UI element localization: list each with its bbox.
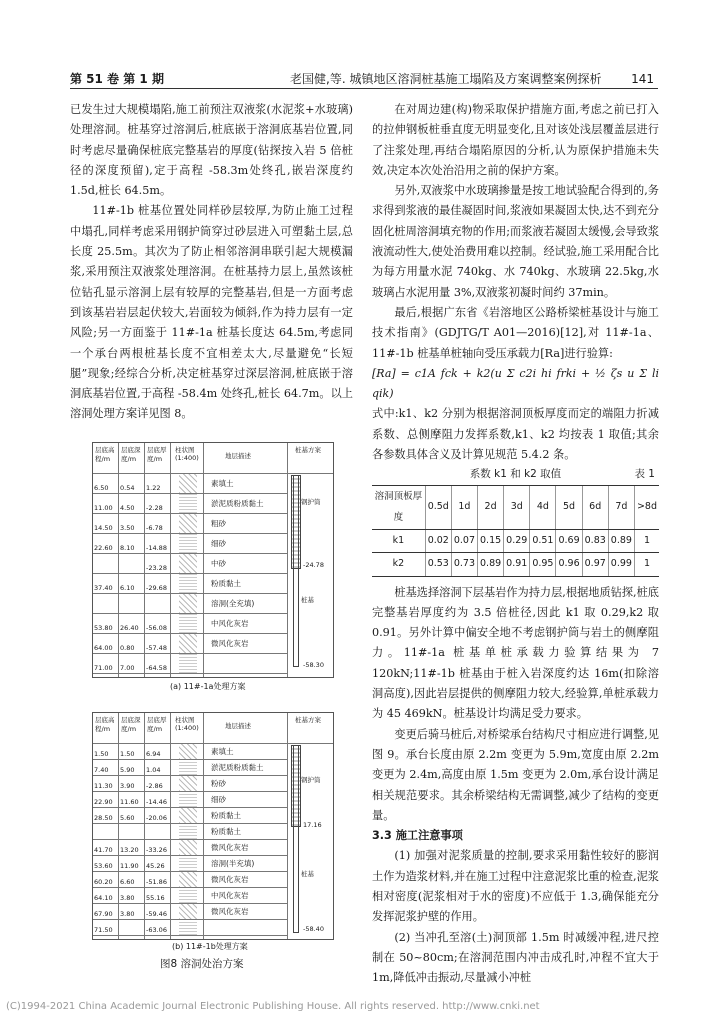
- stratum-column: [179, 904, 197, 919]
- log-value-d: 0.80: [120, 644, 135, 652]
- right-paragraph-4: 式中:k1、k2 分别为根据溶洞顶板厚度而定的端阻力折减系数、总侧摩阻力发挥系数,k1、k2 均按表 1 取值;其余各参数具体含义及计算见规范 5.4.2 条。: [372, 407, 659, 462]
- log-value-d: 3.90: [120, 782, 135, 790]
- log-value-e: 41.70: [94, 846, 113, 854]
- log-value-e: 28.50: [94, 814, 113, 822]
- log-value-t: -29.68: [146, 584, 167, 592]
- stratum-name: 溶洞(半充填): [211, 859, 255, 868]
- copyright-footer: (C)1994-2021 China Academic Journal Electronic Publishing House. All rights reserved. http://www.cnki.net: [6, 1001, 540, 1012]
- log-value-e: 71.50: [94, 926, 113, 934]
- table-header-cell: 1d: [451, 486, 477, 530]
- article-title: 老国健,等. 城镇地区溶洞桩基施工塌陷及方案调整案例探析: [290, 72, 602, 86]
- stratum-name: 微风化灰岩: [211, 843, 249, 852]
- table-cell: 0.89: [478, 553, 504, 576]
- log-value-e: 71.00: [94, 664, 113, 672]
- stratum-column: [179, 534, 197, 553]
- pile-graphic-b: [293, 745, 299, 933]
- elevation-mark-b-1: 17.16: [303, 821, 322, 829]
- subcaption-b: (b) 11#-1b处理方案: [172, 942, 248, 951]
- left-paragraph-1: 已发生过大规模塌陷,施工前预注双液浆(水泥浆+水玻璃)处理溶洞。桩基穿过溶洞后,桩底嵌于溶洞底基岩位置,同时考虑尽量确保桩底完整基岩的厚度(钻探按入岩 5 倍桩径的深度预留),定于高程 -58.3m处终孔,嵌岩深度约 1.5d,桩长 64.5m。: [70, 103, 353, 198]
- table-1-title: 系数 k1 和 k2 取值: [469, 468, 562, 481]
- scheme-label-casing-b: 钢护筒: [301, 776, 321, 784]
- stratum-name: 素填土: [211, 479, 234, 488]
- table-header-cell: 5d: [556, 486, 582, 530]
- table-cell: 0.83: [582, 529, 608, 552]
- stratum-column: [179, 654, 197, 673]
- table-cell: 0.99: [608, 553, 634, 576]
- log-value-t: -59.46: [146, 910, 167, 918]
- log-value-t: -14.88: [146, 544, 167, 552]
- log-value-e: 22.60: [94, 544, 113, 552]
- stratum-column: [179, 792, 197, 807]
- elevation-mark-a-2: -58.30: [303, 661, 324, 669]
- log-value-t: 45.26: [146, 862, 165, 870]
- stratum-name: 微风化灰岩: [211, 639, 249, 648]
- log-value-d: 8.10: [120, 544, 135, 552]
- log-value-t: 1.04: [146, 766, 161, 774]
- stratum-column: [179, 776, 197, 791]
- stratum-column: [179, 824, 197, 839]
- scheme-label-pile-b: 桩基: [301, 870, 314, 878]
- table-cell: 0.53: [425, 553, 451, 576]
- log-value-t: -57.48: [146, 644, 167, 652]
- table-header-cell: >8d: [634, 486, 659, 530]
- elevation-mark-a-1: -24.78: [303, 561, 324, 569]
- stratum-name: 细砂: [211, 795, 226, 804]
- table-cell: 0.73: [451, 553, 477, 576]
- log-value-e: 60.20: [94, 878, 113, 886]
- stratum-column: [179, 856, 197, 871]
- log-value-e: 64.00: [94, 644, 113, 652]
- stratum-column: [179, 888, 197, 903]
- elevation-mark-b-2: -58.40: [303, 925, 324, 933]
- table-cell: 0.95: [530, 553, 556, 576]
- table-header-cell: 3d: [504, 486, 530, 530]
- log-value-d: 6.10: [120, 584, 135, 592]
- stratum-name: 粉质黏土: [211, 811, 241, 820]
- page-number: 141: [631, 72, 654, 86]
- issue-label: 第 51 卷 第 1 期: [70, 72, 164, 86]
- right-paragraph-6: 变更后骑马桩后,对桥梁承台结构尺寸相应进行调整,见图 9。承台长度由原 2.2m 变更为 5.9m,宽度由原 2.2m 变更为 2.4m,高度由原 1.5m 变更为 2.0m,承台设计满足相关规范要求。其余桥梁结构无需调整,减少了结构的变更量。: [372, 727, 659, 822]
- log-value-t: 1.22: [146, 484, 161, 492]
- log-value-t: -56.08: [146, 624, 167, 632]
- stratum-column: [179, 744, 197, 759]
- col-header-elevation-b: 层底高程/m: [95, 716, 115, 733]
- log-value-e: 7.40: [94, 766, 109, 774]
- pile-graphic-a: [293, 475, 299, 667]
- log-value-t: 6.94: [146, 750, 161, 758]
- stratum-name: 粉质黏土: [211, 827, 241, 836]
- running-header: [70, 66, 658, 89]
- stratum-name: 粗砂: [211, 519, 226, 528]
- table-header-cell: 0.5d: [425, 486, 451, 530]
- log-value-d: 5.60: [120, 814, 135, 822]
- col-header-thickness: 层底厚度/m: [147, 446, 167, 463]
- stratum-column: [179, 574, 197, 593]
- figure-caption: 图8 溶洞处治方案: [160, 958, 244, 970]
- table-header-cell: 4d: [530, 486, 556, 530]
- log-value-d: 4.50: [120, 504, 135, 512]
- log-value-d: 13.20: [120, 846, 139, 854]
- stratum-name: 粉砂: [211, 779, 226, 788]
- borehole-log-a: [92, 442, 334, 678]
- stratum-column: [179, 760, 197, 775]
- stratum-column: [179, 808, 197, 823]
- table-cell: 0.89: [608, 529, 634, 552]
- stratum-column: [179, 554, 197, 573]
- subcaption-a: (a) 11#-1a处理方案: [170, 682, 246, 691]
- scheme-label-casing-a: 钢护筒: [301, 498, 321, 506]
- log-value-d: 7.00: [120, 664, 135, 672]
- stratum-column: [179, 514, 197, 533]
- log-value-d: 26.40: [120, 624, 139, 632]
- equation: [Ra] = c1A fck + k2(u Σ c2i hi frki + ½ ζs u Σ li qik): [372, 366, 659, 401]
- table-cell: 0.02: [425, 529, 451, 552]
- table-cell: k1: [372, 529, 425, 552]
- stratum-name: 中风化灰岩: [211, 891, 249, 900]
- table-row: [372, 553, 659, 576]
- right-paragraph-7: (1) 加强对泥浆质量的控制,要求采用黏性较好的膨润土作为造浆材料,并在施工过程中注意泥浆比重的检查,泥浆相对密度(泥浆相对于水的密度)不应低于 1.3,确保能充分发挥泥浆护壁的作用。: [372, 849, 659, 924]
- right-paragraph-8: (2) 当冲孔至溶(土)洞顶部 1.5m 时减缓冲程,进尺控制在 50~80cm;在溶洞范围内冲击成孔时,冲程不宜大于 1m,降低冲击振动,尽量减小冲桩: [372, 930, 659, 985]
- table-header-cell: 6d: [582, 486, 608, 530]
- stratum-column: [179, 614, 197, 633]
- table-header-cell: 2d: [478, 486, 504, 530]
- stratum-column: [179, 634, 197, 653]
- log-value-t: -64.58: [146, 664, 167, 672]
- log-value-t: -20.06: [146, 814, 167, 822]
- log-value-t: -14.46: [146, 798, 167, 806]
- stratum-column: [179, 474, 197, 493]
- stratum-name: 淤泥质粉质黏土: [211, 763, 264, 772]
- log-value-e: 64.10: [94, 894, 113, 902]
- log-value-e: 11.30: [94, 782, 113, 790]
- right-paragraph-5: 桩基选择溶洞下层基岩作为持力层,根据地质钻探,桩底完整基岩厚度约为 3.5 倍桩径,因此 k1 取 0.29,k2 取 0.91。另外计算中偏安全地不考虑钢护筒与岩土的侧摩阻力。11#-1a 桩基单桩承载力验算结果为 7 120kN;11#-1b 桩基由于桩入岩深度约达 16m(扣除溶洞高度),因此岩层提供的侧摩阻力较大,经验算,单桩承载力为 45 469kN。桩基设计均满足受力要求。: [372, 585, 659, 721]
- log-value-d: 3.80: [120, 910, 135, 918]
- stratum-name: 微风化灰岩: [211, 875, 249, 884]
- log-value-t: -33.26: [146, 846, 167, 854]
- table-cell: 1: [634, 529, 659, 552]
- col-header-depth-b: 层底深度/m: [121, 716, 141, 733]
- table-1-number: 表 1: [634, 468, 655, 481]
- section-heading: 3.3 施工注意事项: [372, 829, 463, 843]
- log-value-e: 1.50: [94, 750, 109, 758]
- log-value-e: 22.90: [94, 798, 113, 806]
- table-1-caption: [372, 465, 659, 483]
- table-cell: 0.97: [582, 553, 608, 576]
- right-column: [372, 100, 659, 988]
- table-cell: 0.69: [556, 529, 582, 552]
- table-cell: 1: [634, 553, 659, 576]
- table-cell: 0.07: [451, 529, 477, 552]
- log-value-e: 67.90: [94, 910, 113, 918]
- stratum-column: [179, 594, 197, 613]
- col-header-depth: 层底深度/m: [121, 446, 141, 463]
- log-value-d: 1.50: [120, 750, 135, 758]
- left-column: [70, 100, 353, 425]
- table-cell: k2: [372, 553, 425, 576]
- log-value-e: 14.50: [94, 524, 113, 532]
- log-value-d: 5.90: [120, 766, 135, 774]
- stratum-column: [179, 494, 197, 513]
- right-paragraph-1: 在对周边建(构)物采取保护措施方面,考虑之前已打入的拉伸钢板桩垂直度无明显变化,且对该处浅层覆盖层进行了注浆处理,再结合塌陷原因的分析,认为原保护措施未失效,决定本次处治沿用之前的保护方案。: [372, 103, 659, 177]
- stratum-name: 细砂: [211, 539, 226, 548]
- log-value-t: -2.28: [146, 504, 163, 512]
- col-header-elevation: 层底高程/m: [95, 446, 115, 463]
- right-paragraph-3: 最后,根据广东省《岩溶地区公路桥梁桩基设计与施工技术指南》(GDJTG/T A01—2016)[12],对 11#-1a、11#-1b 桩基单桩轴向受压承载力[Ra]进行验算:: [372, 305, 659, 360]
- stratum-column: [179, 920, 197, 935]
- log-value-d: 3.50: [120, 524, 135, 532]
- stratum-name: 中风化灰岩: [211, 619, 249, 628]
- col-header-scheme: 桩基方案: [295, 446, 321, 454]
- log-value-d: 11.90: [120, 862, 139, 870]
- table-cell: 0.29: [504, 529, 530, 552]
- log-value-t: -23.28: [146, 564, 167, 572]
- log-value-t: 55.16: [146, 894, 165, 902]
- col-header-thickness-b: 层底厚度/m: [147, 716, 167, 733]
- log-value-e: 53.80: [94, 624, 113, 632]
- log-value-d: 3.80: [120, 894, 135, 902]
- right-paragraph-2: 另外,双液浆中水玻璃掺量是按工地试验配合得到的,务求得到浆液的最佳凝固时间,浆液如果凝固太快,达不到充分固化桩周溶洞填充物的作用;而浆液若凝固太缓慢,会导致浆液流动性大,使处治费用难以控制。经试验,施工采用配合比为每方用量水泥 740kg、水 740kg、水玻璃 22.5kg,水玻璃占水泥用量 3%,双液浆初凝时间约 37min。: [372, 184, 660, 299]
- table-cell: 0.15: [478, 529, 504, 552]
- table-header-cell: 溶洞顶板厚度: [372, 486, 425, 530]
- table-1: [372, 485, 659, 576]
- stratum-column: [179, 872, 197, 887]
- log-value-t: -6.78: [146, 524, 163, 532]
- stratum-name: 溶洞(全充填): [211, 599, 255, 608]
- log-value-d: 11.60: [120, 798, 139, 806]
- col-header-column-b: 柱状图(1:400): [175, 716, 199, 732]
- log-value-t: -63.06: [146, 926, 167, 934]
- log-value-t: -2.86: [146, 782, 163, 790]
- scheme-label-pile-a: 桩基: [301, 596, 314, 604]
- col-header-strata: 地层描述: [225, 452, 251, 460]
- left-paragraph-2: 11#-1b 桩基位置处同样砂层较厚,为防止施工过程中塌孔,同样考虑采用钢护筒穿过砂层进入可塑黏土层,总长度 25.5m。其次为了防止相邻溶洞串联引起大规模漏浆,采用预注双液浆处理溶洞。在桩基持力层上,虽然该桩位钻孔显示溶洞上层有较厚的完整基岩,但是一方面考虑到该基岩岩层起伏较大,岩面较为倾斜,作为持力层有一定风险;另一方面鉴于 11#-1a 桩基长度达 64.5m,考虑同一个承台两根桩基长度不宜相差太大,尽量避免“长短腿”现象;经综合分析,决定桩基穿过深层溶洞,桩底嵌于溶洞底基岩位置,于高程 -58.4m 处终孔,桩长 64.7m。以上溶洞处理方案详见图 8。: [70, 204, 353, 421]
- log-value-t: -51.86: [146, 878, 167, 886]
- table-cell: 0.96: [556, 553, 582, 576]
- log-value-d: 6.60: [120, 878, 135, 886]
- table-header-cell: 7d: [608, 486, 634, 530]
- col-header-strata-b: 地层描述: [225, 722, 251, 730]
- table-cell: 0.51: [530, 529, 556, 552]
- stratum-name: 素填土: [211, 747, 234, 756]
- stratum-name: 淤泥质粉质黏土: [211, 499, 264, 508]
- col-header-scheme-b: 桩基方案: [295, 716, 321, 724]
- log-value-d: 0.54: [120, 484, 135, 492]
- log-value-e: 6.50: [94, 484, 109, 492]
- table-row: [372, 529, 659, 552]
- borehole-log-b: [92, 712, 334, 940]
- log-value-e: 37.40: [94, 584, 113, 592]
- table-cell: 0.91: [504, 553, 530, 576]
- stratum-column: [179, 840, 197, 855]
- stratum-name: 中砂: [211, 559, 226, 568]
- stratum-name: 粉质黏土: [211, 579, 241, 588]
- log-value-e: 53.60: [94, 862, 113, 870]
- log-value-e: 11.00: [94, 504, 113, 512]
- stratum-name: 微风化灰岩: [211, 907, 249, 916]
- col-header-column: 柱状图(1:400): [175, 446, 199, 462]
